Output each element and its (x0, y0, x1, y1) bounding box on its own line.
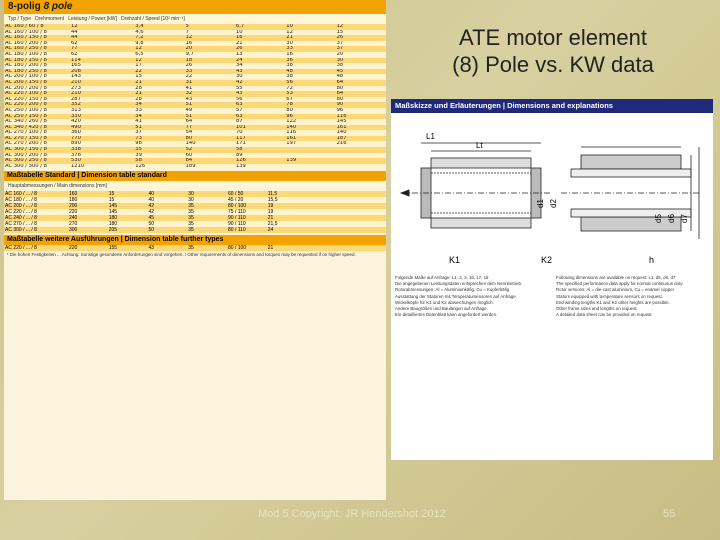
dimension-type-cell: AC 200 / ... / 8 (4, 203, 68, 209)
value-cell: 41 (134, 119, 184, 125)
explanation-text: Rotor versions: Al = die-cast aluminium, Cu = enamel copper (556, 287, 675, 293)
value-cell: 490 (70, 125, 134, 131)
explanation-text: A detailed data sheet can be provided on request. (556, 312, 653, 318)
motor-type-cell: AC 180 / 200 / 8 (4, 63, 70, 69)
label-l1: L1 (426, 132, 435, 141)
dimension-value-cell: 15 (108, 197, 148, 203)
value-cell: 126 (134, 164, 184, 170)
dimension-type-cell: AC 180 / ... / 8 (4, 197, 68, 203)
label-h: h (649, 255, 655, 265)
value-cell: 96 (285, 114, 335, 120)
dimension-value-cell: 30 (187, 191, 227, 197)
value-cell: 9,8 (134, 41, 184, 47)
value-cell: 64 (336, 80, 386, 86)
dimension-value-cell: 90 / 110 (227, 221, 267, 227)
value-cell: 352 (70, 102, 134, 108)
value-cell: 54 (185, 130, 235, 136)
col-header-type: Typ / Type (8, 16, 31, 22)
value-cell: 114 (70, 58, 134, 64)
value-cell: 77 (70, 46, 134, 52)
value-cell: 43 (235, 91, 285, 97)
value-cell: 116 (336, 114, 386, 120)
value-cell: 273 (70, 86, 134, 92)
value-cell: 420 (70, 119, 134, 125)
value-cell: 57 (235, 108, 285, 114)
motor-type-cell: AC 300 / 150 / 8 (4, 147, 70, 153)
dimension-value-cell: 45 (148, 215, 188, 221)
value-cell: 139 (235, 164, 285, 170)
catalog-footnote: ¹ Die hohen Festigkeiten ... Achtung: Sonstige gesonderte Anforderungen sind vorgehen. / Other requirements of dimensions and torques may be requested if on higher speed. (4, 251, 386, 258)
value-cell: 15 (336, 30, 386, 36)
value-cell: 44 (70, 35, 134, 41)
dimension-value-cell: 35 (187, 215, 227, 221)
value-cell: 9,7 (185, 52, 235, 58)
dimension-table-standard-title: Maßtabelle Standard | Dimension table standard (4, 171, 386, 181)
value-cell: 98 (134, 141, 184, 147)
motor-type-cell: AC 200 / 200 / 8 (4, 86, 70, 92)
value-cell: 49 (185, 108, 235, 114)
value-cell: 116 (285, 130, 335, 136)
value-cell: 18 (185, 58, 235, 64)
motor-type-cell: AC 180 / 100 / 8 (4, 52, 70, 58)
value-cell: 21 (134, 80, 184, 86)
motor-type-cell: AC 300 / 200 / 8 (4, 153, 70, 159)
dimension-value-cell: 240 (68, 215, 108, 221)
value-cell: 80 (336, 86, 386, 92)
dimension-table-further (4, 245, 386, 251)
catalog-page-image (4, 0, 386, 500)
dimension-diagram-image (391, 99, 713, 460)
rotor-section-drawing (561, 147, 701, 239)
value-cell: 161 (285, 136, 335, 142)
dimension-value-cell: 40 (148, 197, 188, 203)
value-cell: 189 (185, 164, 235, 170)
label-d6: d6 (667, 214, 676, 223)
col-header-speed: Drehzahl / Speed [10³ min⁻¹] (121, 16, 185, 22)
explanation-text: Rotorabmessungen: Al = Aluminiumkäfig, Cu = Kupferkäfig (395, 287, 510, 293)
dimension-value-cell: 205 (108, 227, 148, 233)
value-cell: 17 (134, 63, 184, 69)
explanation-text: The specified performance data apply for normal continuous duty. (556, 281, 684, 287)
value-cell: 165 (70, 63, 134, 69)
slide-title-line2: (8) Pole vs. KW data (452, 52, 654, 77)
slide-footer: Mod 5 Copyright: JR Hendershot 2012 (258, 508, 446, 520)
motor-type-cell: AC 270 / 150 / 8 (4, 136, 70, 142)
value-cell: 43 (185, 97, 235, 103)
value-cell: 6,5 (134, 52, 184, 58)
motor-type-cell: AC 250 / 150 / 8 (4, 114, 70, 120)
dimension-value-cell: 24 (267, 227, 307, 233)
explanation-text: Andere Baugrößen und Baulängen auf Anfrage. (395, 306, 488, 312)
dimension-value-cell: 80 / 100 (227, 203, 267, 209)
value-cell: 51 (185, 102, 235, 108)
motor-type-cell: AC 270 / 200 / 8 (4, 141, 70, 147)
value-cell: 55 (235, 86, 285, 92)
value-cell: 210 (70, 80, 134, 86)
motor-type-cell: AC 160 / 250 / 8 (4, 46, 70, 52)
value-cell: 37 (336, 41, 386, 47)
explanation-text: Ausstattung der Statoren mit Temperatursensoren auf Anfrage. (395, 293, 517, 299)
value-cell: 32 (185, 91, 235, 97)
dimension-value-cell: 21,5 (267, 221, 307, 227)
value-cell: 770 (70, 136, 134, 142)
value-cell: 338 (70, 147, 134, 153)
dimension-value-cell (346, 245, 386, 251)
value-cell: 44 (70, 30, 134, 36)
value-cell: 35 (134, 147, 184, 153)
value-cell: 64 (336, 91, 386, 97)
label-d7: d7 (680, 214, 689, 223)
value-cell: 10 (285, 24, 335, 30)
dimension-value-cell: 75 / 110 (227, 209, 267, 215)
dimension-value-cell: 35 (187, 221, 227, 227)
value-cell: 34 (134, 114, 184, 120)
motor-cross-section-drawing (391, 113, 713, 273)
dimension-value-cell: 90 / 110 (227, 215, 267, 221)
motor-type-cell: AC 340 / 260 / 8 (4, 119, 70, 125)
value-cell: 58 (134, 158, 184, 164)
catalog-header (4, 0, 386, 14)
value-cell: 64 (185, 119, 235, 125)
catalog-header-main: 8-polig (8, 1, 41, 12)
value-cell: 73 (134, 136, 184, 142)
value-cell: 210 (70, 91, 134, 97)
dimension-value-cell: 21 (267, 245, 307, 251)
dimension-value-cell: 155 (108, 245, 148, 251)
value-cell: 22 (134, 69, 184, 75)
value-cell: 3,4 (134, 24, 184, 30)
dimension-type-cell: AC 270 / ... / 8 (4, 221, 68, 227)
value-cell: 51 (134, 125, 184, 131)
dimension-value-cell: 35 (187, 203, 227, 209)
dimension-value-cell: 40 (148, 191, 188, 197)
value-cell: 38 (285, 63, 335, 69)
motor-type-cell: AC 220 / 150 / 8 (4, 97, 70, 103)
dimension-type-cell: AC 300 / ... / 8 (4, 227, 68, 233)
value-cell: 39 (134, 153, 184, 159)
dimension-value-cell: 21 (267, 215, 307, 221)
value-cell: 4,6 (134, 30, 184, 36)
motor-type-cell: AC 160 / 150 / 8 (4, 35, 70, 41)
value-cell: 16 (235, 35, 285, 41)
value-cell: 53 (285, 91, 335, 97)
value-cell: 67 (285, 97, 335, 103)
value-cell: 21 (235, 41, 285, 47)
explanation-text: Following dimensions are available on request: L1, d5, d6, d7 (556, 275, 676, 280)
value-cell: 43 (235, 69, 285, 75)
value-cell: 48 (336, 74, 386, 80)
motor-type-cell: AC 160 / 200 / 8 (4, 41, 70, 47)
dimension-value-cell: 43 (148, 245, 188, 251)
value-cell: 60 (185, 153, 235, 159)
dimension-table-further-title: Maßtabelle weitere Ausführungen | Dimension table further types (4, 235, 386, 245)
value-cell: 21 (285, 35, 335, 41)
value-cell: 140 (285, 125, 335, 131)
value-cell: 26 (185, 63, 235, 69)
label-lt: Lt (476, 141, 483, 150)
value-cell: 42 (235, 80, 285, 86)
slide-title (398, 24, 708, 78)
value-cell: 28 (134, 86, 184, 92)
dimension-type-cell: AC 160 / ... / 8 (4, 191, 68, 197)
explanations-list (391, 275, 713, 317)
value-cell: 20 (336, 52, 386, 58)
value-cell: 26 (235, 46, 285, 52)
dimension-value-cell (307, 227, 347, 233)
value-cell (285, 164, 335, 170)
dimension-value-cell: 180 (108, 221, 148, 227)
dimension-value-cell: 35 (187, 227, 227, 233)
value-cell: 12 (134, 46, 184, 52)
value-cell: 171 (235, 141, 285, 147)
value-cell: 20 (185, 46, 235, 52)
explanation-text: Wickelköpfe für K1 und K2 abweichungen möglich. (395, 299, 494, 305)
value-cell: 72 (285, 86, 335, 92)
value-cell: 28 (134, 97, 184, 103)
value-cell: 80 (285, 108, 335, 114)
dimension-value-cell: 160 (68, 191, 108, 197)
value-cell: 63 (235, 114, 285, 120)
value-cell: 33 (185, 69, 235, 75)
value-cell: 77 (185, 125, 235, 131)
motor-type-cell: AC 250 / 100 / 8 (4, 108, 70, 114)
catalog-header-italic: 8 pole (43, 1, 73, 12)
value-cell: 96 (336, 108, 386, 114)
value-cell: 89 (235, 153, 285, 159)
value-cell (336, 164, 386, 170)
value-cell: 139 (285, 158, 335, 164)
dimension-type-cell: AC 220 / ... / 8 (4, 245, 68, 251)
value-cell: 287 (70, 97, 134, 103)
value-cell: 30 (235, 74, 285, 80)
value-cell: 34 (235, 63, 285, 69)
value-cell: 38 (336, 63, 386, 69)
value-cell: 6,7 (235, 24, 285, 30)
label-k1: K1 (449, 255, 461, 265)
dimension-value-cell: 35 (187, 245, 227, 251)
value-cell: 216 (336, 141, 386, 147)
value-cell: 7 (185, 30, 235, 36)
value-cell: 143 (70, 74, 134, 80)
value-cell: 62 (70, 41, 134, 47)
dimension-value-cell: 300 (68, 227, 108, 233)
value-cell: 34 (134, 102, 184, 108)
value-cell: 87 (235, 119, 285, 125)
dimension-value-cell: 80 / 110 (227, 227, 267, 233)
label-d2: d2 (549, 199, 558, 208)
value-cell: 48 (285, 69, 335, 75)
value-cell: 140 (185, 141, 235, 147)
value-cell: 330 (70, 114, 134, 120)
explanation-text: Die angegebenen Leistungsdaten entsprechen dem Nennbetrieb. (395, 281, 523, 287)
value-cell: 41 (185, 86, 235, 92)
value-cell: 80 (336, 97, 386, 103)
value-cell: 78 (285, 102, 335, 108)
motor-type-cell: AC 160 / 60 / 8 (4, 24, 70, 30)
value-cell: 5 (185, 24, 235, 30)
dimension-value-cell: 15 (108, 191, 148, 197)
value-cell: 12 (336, 24, 386, 30)
dimension-value-cell: 180 (108, 215, 148, 221)
dimension-table-subheader: Hauptabmessungen / Main dimensions [mm] (4, 181, 386, 191)
value-cell: 360 (70, 130, 134, 136)
power-table-header (4, 14, 386, 24)
value-cell: 30 (285, 41, 335, 47)
value-cell: 16 (285, 52, 335, 58)
explanation-text: Folgende Maße auf Anfrage: L1, 2, 3, 16, 17, 18 (395, 275, 489, 280)
value-cell: 12 (185, 35, 235, 41)
dimension-table-standard (4, 191, 386, 233)
dimension-type-cell: AC 240 / ... / 8 (4, 215, 68, 221)
slide-title-line1: ATE motor element (459, 25, 647, 50)
dimension-value-cell (307, 245, 347, 251)
slide-page-number: 55 (663, 508, 676, 520)
value-cell: 58 (235, 147, 285, 153)
value-cell: 126 (235, 158, 285, 164)
value-cell: 24 (235, 58, 285, 64)
dimension-value-cell: 45 / 20 (227, 197, 267, 203)
value-cell: 12 (70, 24, 134, 30)
dimension-value-cell: 60 / 50 (227, 191, 267, 197)
motor-type-cell: AC 300 / 300 / 8 (4, 164, 70, 170)
explanation-text: Stators equipped with temperature sensors on request. (556, 293, 663, 299)
value-cell: 313 (70, 108, 134, 114)
value-cell: 10 (235, 30, 285, 36)
motor-type-cell: AC 160 / 100 / 8 (4, 30, 70, 36)
dimension-value-cell: 19 (267, 209, 307, 215)
value-cell: 187 (336, 136, 386, 142)
value-cell: 56 (285, 80, 335, 86)
col-header-torque: Drehmoment (35, 16, 65, 22)
value-cell: 117 (235, 136, 285, 142)
value-cell: 52 (185, 147, 235, 153)
value-cell: 38 (285, 74, 335, 80)
dimension-value-cell: 19 (267, 203, 307, 209)
dimension-value-cell: 220 (68, 245, 108, 251)
motor-type-cell: AC 180 / 250 / 8 (4, 69, 70, 75)
diagram-title-bar: Maßskizze und Erläuterungen | Dimensions and explanations (391, 99, 713, 113)
value-cell: 140 (336, 130, 386, 136)
dimension-value-cell: 80 / 100 (227, 245, 267, 251)
value-cell: 145 (336, 119, 386, 125)
value-cell: 56 (235, 97, 285, 103)
explanation-text: Other frame sizes and lengths on request. (556, 306, 638, 312)
value-cell: 890 (70, 141, 134, 147)
explanation-text: End winding lengths K1 and K2 other heights are possible. (556, 299, 670, 305)
dimension-value-cell: 15,5 (267, 197, 307, 203)
value-cell: 208 (70, 69, 134, 75)
motor-type-cell: AC 300 / 250 / 8 (4, 158, 70, 164)
value-cell: 26 (336, 35, 386, 41)
value-cell: 80 (185, 136, 235, 142)
value-cell: 63 (235, 102, 285, 108)
dimension-value-cell: 30 (187, 197, 227, 203)
value-cell: 378 (70, 153, 134, 159)
value-cell: 90 (336, 102, 386, 108)
motor-type-cell: AC 220 / 100 / 8 (4, 91, 70, 97)
value-cell: 197 (285, 141, 335, 147)
value-cell: 122 (285, 119, 335, 125)
value-cell: 37 (134, 130, 184, 136)
motor-type-cell: AC 220 / 200 / 8 (4, 102, 70, 108)
value-cell: 13 (235, 52, 285, 58)
dimension-value-cell: 50 (148, 221, 188, 227)
dimension-value-cell: 11,5 (267, 191, 307, 197)
value-cell: 37 (336, 46, 386, 52)
stator-section-drawing (401, 143, 551, 228)
dimension-value-cell: 145 (108, 209, 148, 215)
dimension-value-cell (346, 227, 386, 233)
label-d1: d1 (536, 199, 545, 208)
col-header-power: Leistung / Power [kW] (68, 16, 117, 22)
value-cell: 12 (285, 30, 335, 36)
value-cell: 161 (336, 125, 386, 131)
value-cell: 21 (134, 91, 184, 97)
value-cell: 30 (336, 58, 386, 64)
value-cell: 36 (285, 58, 335, 64)
dimension-value-cell: 42 (148, 209, 188, 215)
value-cell: 101 (235, 125, 285, 131)
dimension-value-cell: 180 (68, 197, 108, 203)
motor-type-cell: AC 200 / 150 / 8 (4, 80, 70, 86)
motor-type-cell: AC 200 / 100 / 8 (4, 74, 70, 80)
value-cell: 1210 (70, 164, 134, 170)
value-cell: 530 (70, 158, 134, 164)
value-cell: 31 (185, 80, 235, 86)
dimension-value-cell: 200 (68, 203, 108, 209)
dimension-value-cell: 50 (148, 227, 188, 233)
label-d5: d5 (654, 214, 663, 223)
motor-type-cell: AC 180 / 150 / 8 (4, 58, 70, 64)
value-cell: 45 (336, 69, 386, 75)
label-k2: K2 (541, 255, 553, 265)
dimension-value-cell: 42 (148, 203, 188, 209)
value-cell: 70 (235, 130, 285, 136)
value-cell: 16 (185, 41, 235, 47)
explanation-text: Ein detailliertes Datenblatt kann angefordert werden. (395, 312, 498, 318)
dimension-value-cell: 270 (68, 221, 108, 227)
motor-type-cell: AC 340 / 420 / 8 (4, 125, 70, 131)
value-cell: 84 (185, 158, 235, 164)
value-cell: 33 (285, 46, 335, 52)
dimension-type-cell: AC 220 / ... / 8 (4, 209, 68, 215)
value-cell: 12 (134, 58, 184, 64)
power-table-row (4, 164, 386, 170)
value-cell: 22 (185, 74, 235, 80)
power-table (4, 24, 386, 169)
value-cell: 33 (134, 108, 184, 114)
value-cell: 7,2 (134, 35, 184, 41)
value-cell: 62 (70, 52, 134, 58)
dimension-value-cell: 145 (108, 203, 148, 209)
value-cell: 51 (185, 114, 235, 120)
motor-type-cell: AC 270 / 100 / 8 (4, 130, 70, 136)
value-cell: 15 (134, 74, 184, 80)
dimension-value-cell: 220 (68, 209, 108, 215)
dimension-value-cell: 35 (187, 209, 227, 215)
